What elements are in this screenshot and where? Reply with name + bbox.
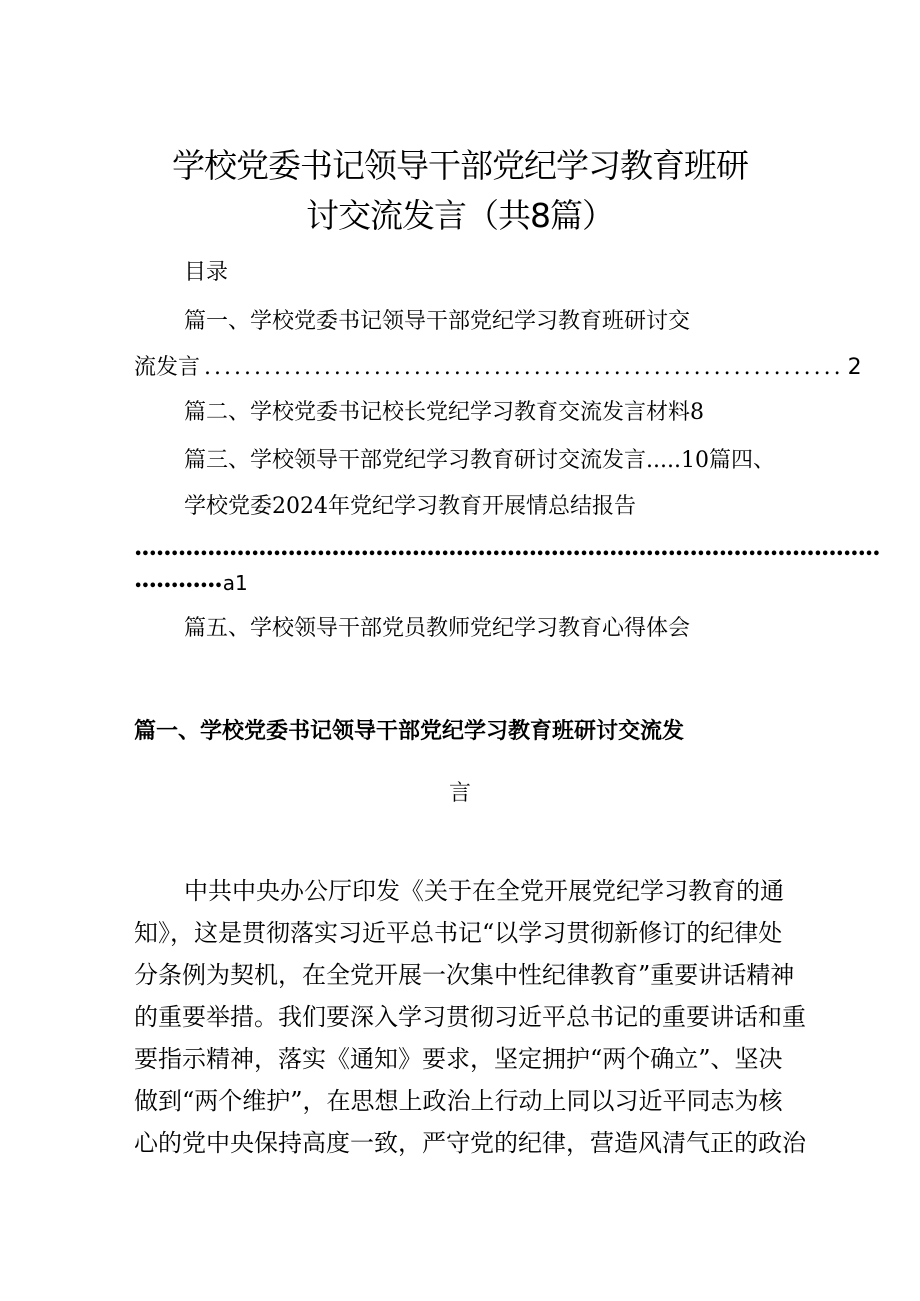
document-title-line-1: 学校党委书记领导干部党纪学习教育班研 xyxy=(172,146,748,185)
body-line-4: 的重要举措。我们要深入学习贯彻习近平总书记的重要讲话和重 xyxy=(134,1003,806,1031)
toc-item-4-dot-leader-end xyxy=(134,572,248,598)
body-line-6: 做到“两个维护”，在思想上政治上行动上同以习近平同志为核 xyxy=(134,1087,783,1115)
toc-item-4-dot-leader: •••••••••••••••••••••••••••••••••••••••••••••••••••••••••••••••••••••••••••••••••••••••••••••••••••••• xyxy=(134,547,880,562)
toc-item-1-line-2[interactable] xyxy=(134,353,862,383)
toc-item-4-page: a1 xyxy=(222,571,248,595)
body-line-3: 分条例为契机，在全党开展一次集中性纪律教育”重要讲话精神 xyxy=(134,961,795,989)
toc-heading: 目录 xyxy=(184,260,229,285)
section-heading-line-2: 言 xyxy=(448,781,471,806)
toc-item-1-text: 流发言 xyxy=(134,355,201,380)
toc-item-5[interactable]: 篇五、学校领导干部党员教师党纪学习教育心得体会 xyxy=(184,616,691,641)
document-title-line-2: 讨交流发言（共8篇） xyxy=(306,196,614,235)
body-line-5: 要指示精神，落实《通知》要求，坚定拥护“两个确立”、坚决 xyxy=(134,1045,783,1073)
toc-item-1-leader: ................................................................ xyxy=(204,355,844,380)
body-line-7: 心的党中央保持高度一致，严守党的纪律，营造风清气正的政治 xyxy=(134,1129,806,1157)
toc-item-4-dot-leader-tail: •••••••••••• xyxy=(134,579,222,594)
toc-item-1-line-1[interactable]: 篇一、学校党委书记领导干部党纪学习教育班研讨交 xyxy=(184,309,691,334)
toc-item-1-page: 2 xyxy=(847,355,862,380)
toc-item-3[interactable]: 篇三、学校领导干部党纪学习教育研讨交流发言.....10篇四、 xyxy=(184,448,775,473)
body-line-1: 中共中央办公厅印发《关于在全党开展党纪学习教育的通 xyxy=(184,877,784,905)
toc-item-2[interactable]: 篇二、学校党委书记校长党纪学习教育交流发言材料8 xyxy=(184,400,704,425)
toc-item-4-line-2[interactable]: 学校党委2024年党纪学习教育开展情总结报告 xyxy=(184,494,636,519)
section-heading-line-1: 篇一、学校党委书记领导干部党纪学习教育班研讨交流发 xyxy=(134,719,685,744)
body-line-2: 知》，这是贯彻落实习近平总书记“以学习贯彻新修订的纪律处 xyxy=(134,919,783,947)
